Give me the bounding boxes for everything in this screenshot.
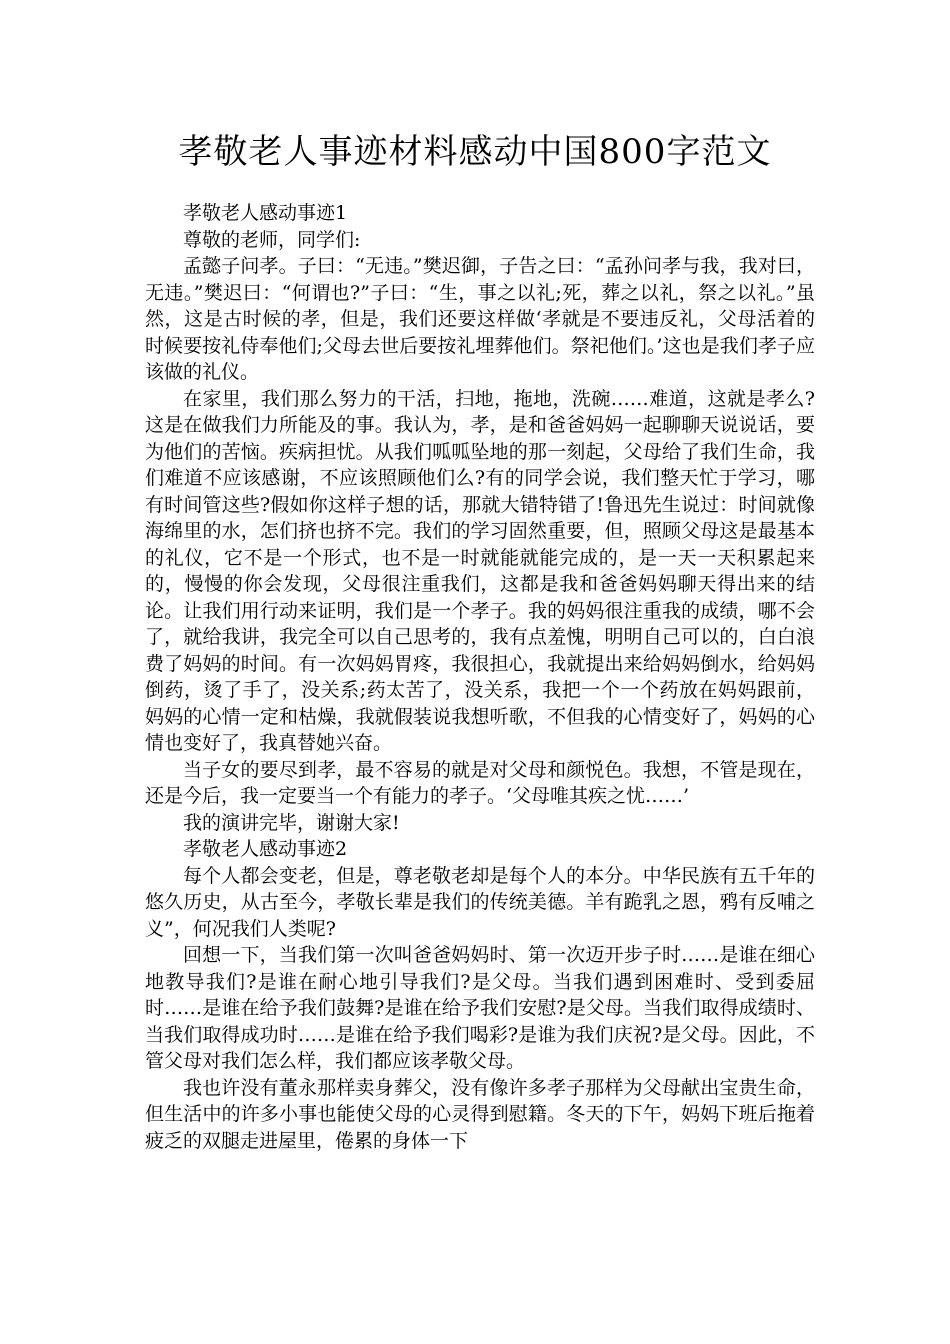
paragraph: 回想一下，当我们第一次叫爸爸妈妈时、第一次迈开步子时……是谁在细心地教导我们?是谁在耐心地引导我们?是父母。当我们遇到困难时、受到委屈时……是谁在给予我们鼓舞?是谁在给予我们安慰?是父母。当我们取得成绩时、当我们取得成功时……是谁在给予我们喝彩?是谁为我们庆祝?是父母。因此，不管父母对我们怎么样，我们都应该孝敬父母。 [145,944,815,1072]
paragraph-heading-2: 孝敬老人感动事迹2 [183,838,348,860]
paragraph-greeting: 尊敬的老师，同学们: [183,228,361,251]
paragraph: 孟懿子问孝。子曰：“无违。”樊迟御，子告之曰：“孟孙问孝与我，我对曰，无违。”樊迟曰：“何谓也?”子曰：“生，事之以礼;死，葬之以礼，祭之以礼。”虽然，这是古时候的孝，但是，我们还要这样做‘孝就是不要违反礼，父母活着的时候要按礼侍奉他们;父母去世后要按礼埋葬他们。祭祀他们。’这也是我们孝子应该做的礼仪。 [145,255,815,383]
paragraph: 在家里，我们那么努力的干活，扫地，拖地，洗碗……难道，这就是孝么?这是在做我们力所能及的事。我认为，孝，是和爸爸妈妈一起聊聊天说说话，要为他们的苦恼。疾病担忧。从我们呱呱坠地的那一刻起，父母给了我们生命，我们难道不应该感谢，不应该照顾他们么?有的同学会说，我们整天忙于学习，哪有时间管这些?假如你这样子想的话，那就大错特错了!鲁迅先生说过：时间就像海绵里的水，怎们挤也挤不完。我们的学习固然重要，但，照顾父母这是最基本的礼仪，它不是一个形式，也不是一时就能就能完成的，是一天一天积累起来的，慢慢的你会发现，父母很注重我们，这都是我和爸爸妈妈聊天得出来的结论。让我们用行动来证明，我们是一个孝子。我的妈妈很注重我的成绩，哪不会了，就给我讲，我完全可以自己思考的，我有点羞愧，明明自己可以的，白白浪费了妈妈的时间。有一次妈妈胃疼，我很担心，我就提出来给妈妈倒水，给妈妈倒药，烫了手了，没关系;药太苦了，没关系，我把一个一个药放在妈妈跟前，妈妈的心情一定和枯燥，我就假装说我想听歌，不但我的心情变好了，妈妈的心情也变好了，我真替她兴奋。 [145,387,815,754]
paragraph-closing: 我的演讲完毕，谢谢大家! [183,811,400,834]
paragraph: 当子女的要尽到孝，最不容易的就是对父母和颜悦色。我想，不管是现在，还是今后，我一定要当一个有能力的孝子。‘父母唯其疾之忧……’ [145,758,815,807]
document-title: 孝敬老人事迹材料感动中国800字范文 [178,132,772,172]
paragraph: 每个人都会变老，但是，尊老敬老却是每个人的本分。中华民族有五千年的悠久历史，从古至今，孝敬长辈是我们的传统美德。羊有跪乳之恩，鸦有反哺之义”，何况我们人类呢? [145,864,815,940]
paragraph: 我也许没有董永那样卖身葬父，没有像许多孝子那样为父母献出宝贵生命，但生活中的许多小事也能使父母的心灵得到慰籍。冬天的下午，妈妈下班后拖着疲乏的双腿走进屋里，倦累的身体一下 [145,1076,815,1152]
paragraph-heading-1: 孝敬老人感动事迹1 [183,202,348,224]
document-body [145,200,815,1154]
